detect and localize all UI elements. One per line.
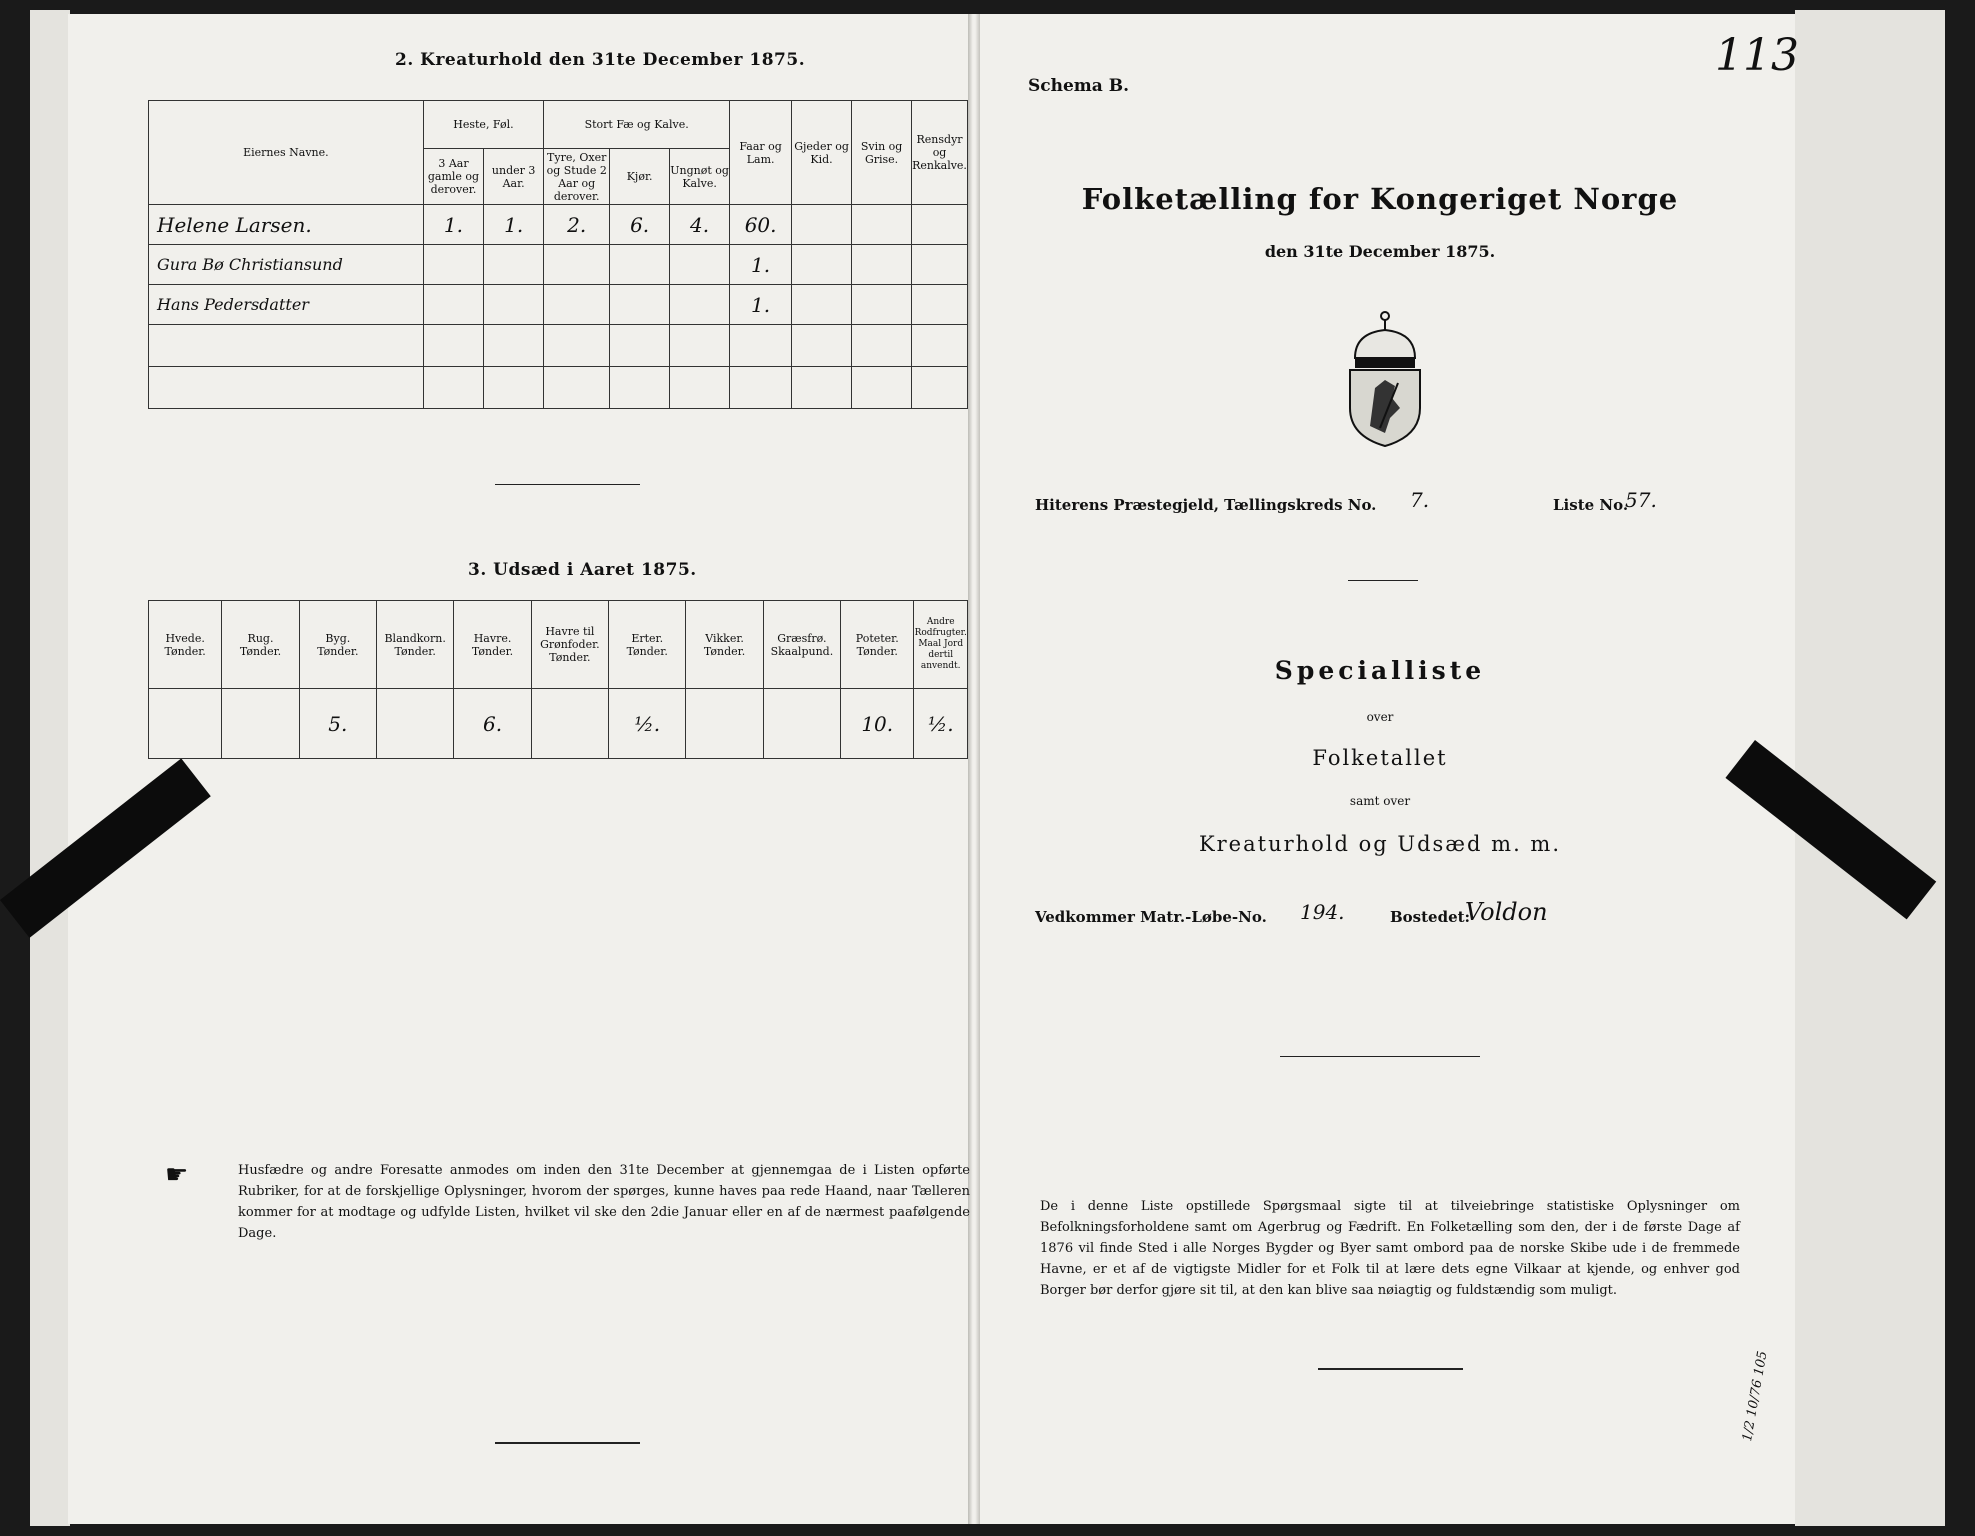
bosted-label: Bostedet:	[1390, 908, 1471, 926]
district-label: Hiterens Præstegjeld, Tællingskreds No.	[1035, 496, 1377, 514]
seed-value	[531, 689, 608, 759]
bosted-value: Voldon	[1465, 898, 1548, 926]
cell-value: 1.	[484, 205, 544, 245]
margin-note: 1/2 10/76 105	[1740, 1349, 1771, 1443]
table-row	[149, 325, 968, 367]
seed-value	[149, 689, 222, 759]
cell-value	[544, 285, 610, 325]
cell-value	[792, 205, 852, 245]
divider	[495, 1442, 640, 1444]
liste-label: Liste No.	[1553, 496, 1629, 514]
cell-value: 1.	[730, 285, 792, 325]
horses-adult-header: 3 Aar gamle og derover.	[423, 149, 483, 205]
reindeer-header: Rensdyr og Renkalve.	[912, 101, 968, 205]
seed-col-header: Byg. Tønder.	[299, 601, 376, 689]
seed-value: 5.	[299, 689, 376, 759]
cell-value: 6.	[610, 205, 670, 245]
folketallet-label: Folketallet	[1312, 746, 1448, 770]
cell-value	[912, 205, 968, 245]
schema-label: Schema B.	[1028, 76, 1130, 96]
divider	[1318, 1368, 1463, 1370]
kreaturhold-label: Kreaturhold og Udsæd m. m.	[1198, 832, 1562, 856]
seed-value: 10.	[841, 689, 914, 759]
over-label: over	[1366, 710, 1394, 724]
owner-name: Gura Bø Christiansund	[149, 245, 424, 285]
table-row	[149, 205, 968, 245]
owner-header: Eiernes Navne.	[149, 101, 424, 205]
horses-group-header: Heste, Føl.	[423, 101, 543, 149]
cows-header: Kjør.	[610, 149, 670, 205]
seed-value	[763, 689, 840, 759]
footer-text: De i denne Liste opstillede Spørgsmaal sigte til at tilveiebringe statistiske Oplysninger om Befolkningsforholdene samt om Agerbrug og Fædrift. En Folketælling som den, der i de første Dage af 1876 vil finde Sted i alle Norges Bygder og Byer samt ombord paa de norske Skibe ude i de fremmede Havne, er et af de vigtigste Midler for et Folk til at lære dets egne Vilkaar at kjende, og enhver god Borger bør derfor gjøre sit til, at den kan blive saa nøiagtig og fuldstændig som muligt.	[1040, 1199, 1740, 1298]
goats-header: Gjeder og Kid.	[792, 101, 852, 205]
seed-value	[377, 689, 454, 759]
horses-young-header: under 3 Aar.	[484, 149, 544, 205]
cell-value: 60.	[730, 205, 792, 245]
calves-header: Ungnøt og Kalve.	[669, 149, 729, 205]
matr-number: 194.	[1300, 900, 1345, 924]
divider	[495, 484, 640, 485]
cell-value	[544, 245, 610, 285]
seed-col-header: Hvede. Tønder.	[149, 601, 222, 689]
section2-heading: 2. Kreaturhold den 31te December 1875.	[395, 50, 806, 70]
page-number: 113	[1715, 30, 1799, 81]
section3-heading: 3. Udsæd i Aaret 1875.	[468, 560, 697, 580]
matr-label: Vedkommer Matr.-Løbe-No.	[1035, 908, 1267, 926]
bulls-header: Tyre, Oxer og Stude 2 Aar og derover.	[544, 149, 610, 205]
seed-value: 6.	[454, 689, 531, 759]
seed-col-header: Havre. Tønder.	[454, 601, 531, 689]
seed-table	[148, 600, 968, 759]
cell-value	[484, 245, 544, 285]
cell-value	[423, 285, 483, 325]
specialliste-heading: Specialliste	[1274, 656, 1486, 685]
table-row	[149, 245, 968, 285]
page-title: Folketælling for Kongeriget Norge	[1081, 182, 1679, 216]
seed-col-header: Poteter. Tønder.	[841, 601, 914, 689]
table-row	[149, 367, 968, 409]
cell-value	[669, 285, 729, 325]
seed-value: ½.	[914, 689, 968, 759]
cell-value	[610, 285, 670, 325]
seed-col-header: Græsfrø. Skaalpund.	[763, 601, 840, 689]
samt-over-label: samt over	[1349, 794, 1411, 808]
cell-value	[912, 245, 968, 285]
pointing-hand-icon: ☛	[165, 1160, 189, 1190]
cell-value: 4.	[669, 205, 729, 245]
seed-col-header: Blandkorn. Tønder.	[377, 601, 454, 689]
seed-value	[686, 689, 763, 759]
divider	[1348, 580, 1418, 581]
seed-col-header: Erter. Tønder.	[609, 601, 686, 689]
seed-value: ½.	[609, 689, 686, 759]
book-gutter	[968, 14, 980, 1524]
cell-value	[484, 285, 544, 325]
norway-coat-of-arms	[1340, 308, 1430, 448]
census-date: den 31te December 1875.	[1264, 242, 1496, 261]
cell-value	[792, 245, 852, 285]
table-row	[149, 285, 968, 325]
seed-value	[222, 689, 299, 759]
notice-text: Husfædre og andre Foresatte anmodes om inden den 31te December at gjennemgaa de i Listen opførte Rubriker, for at de forskjellige Oplysninger, hvorom der spørges, kunne haves paa rede Haand, naar Tælleren kommer for at modtage og udfylde Listen, hvilket vil ske den 2die Januar eller en af de nærmest paafølgende Dage.	[238, 1163, 970, 1241]
sheep-header: Faar og Lam.	[730, 101, 792, 205]
owner-name: Hans Pedersdatter	[149, 285, 424, 325]
left-page-edges	[30, 10, 70, 1526]
seed-col-header: Andre Rodfrugter. Maal Jord dertil anvendt.	[914, 601, 968, 689]
cell-value	[792, 285, 852, 325]
cell-value: 1.	[423, 205, 483, 245]
divider	[1280, 1056, 1480, 1057]
cell-value	[852, 285, 912, 325]
owner-name: Helene Larsen.	[149, 205, 424, 245]
cell-value	[852, 245, 912, 285]
pigs-header: Svin og Grise.	[852, 101, 912, 205]
cell-value	[912, 285, 968, 325]
livestock-table	[148, 100, 968, 409]
seed-col-header: Rug. Tønder.	[222, 601, 299, 689]
right-page-edges	[1795, 10, 1945, 1526]
cell-value	[669, 245, 729, 285]
cell-value	[610, 245, 670, 285]
cell-value: 1.	[730, 245, 792, 285]
cattle-group-header: Stort Fæ og Kalve.	[544, 101, 730, 149]
cell-value: 2.	[544, 205, 610, 245]
cell-value	[852, 205, 912, 245]
liste-number: 57.	[1625, 488, 1657, 512]
seed-col-header: Vikker. Tønder.	[686, 601, 763, 689]
cell-value	[423, 245, 483, 285]
district-number: 7.	[1410, 488, 1430, 512]
seed-col-header: Havre til Grønfoder. Tønder.	[531, 601, 608, 689]
table-row	[149, 689, 968, 759]
